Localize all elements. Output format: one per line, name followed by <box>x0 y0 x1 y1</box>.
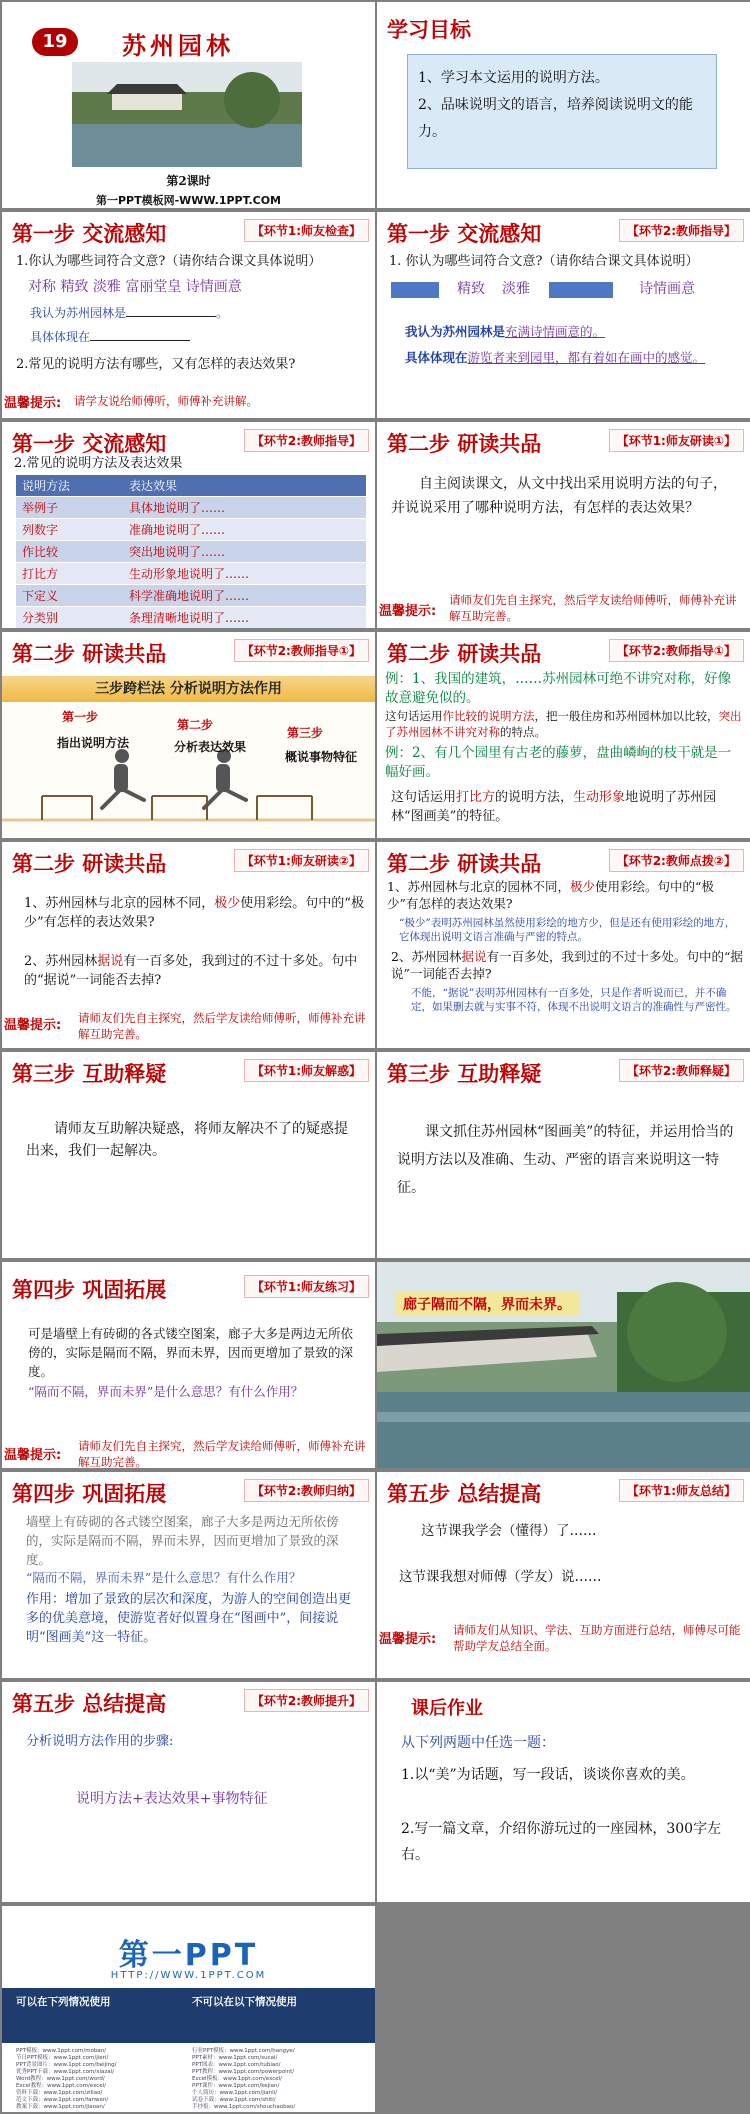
slide-step1-guide <box>377 212 750 418</box>
tip-label: 温馨提示: <box>379 1632 437 1647</box>
links-left <box>16 2048 186 2111</box>
slide-title: 第五步 总结提高 <box>387 1482 542 1506</box>
slide-footer: 第一PPT模板网-WWW.1PPT.COM <box>95 194 282 207</box>
slide-step5-peer <box>377 1472 750 1678</box>
word-options: 对称 精致 淡雅 富丽堂皇 诗情画意 <box>28 279 242 295</box>
text: 有一百多处，我到过的不过十多处。句中的“据说”一词能否去掉? <box>391 949 743 981</box>
text: 的说明方法， <box>495 790 574 805</box>
table-cell: 列数字 <box>16 519 123 541</box>
slide-goals <box>377 2 750 208</box>
section-badge: 【环节2:教师指导】 <box>244 429 369 452</box>
slide-homework <box>377 1682 750 1902</box>
section-badge: 【环节1:师友总结】 <box>619 1479 744 1502</box>
resource-link[interactable]: PPT素材：www.1ppt.com/sucai/ <box>192 2055 278 2061</box>
slide-step5-teacher <box>2 1682 375 1902</box>
tip-text: 请师友们先自主探究，然后学友读给师傅听，师傅补充讲解互助完善。 <box>449 593 737 623</box>
question-1: 1. 你认为哪些词符合文意?（请你结合课文具体说明） <box>389 254 699 269</box>
answer-line-1: 我认为苏州园林是 。 <box>30 306 229 320</box>
tip-text: 请师友们从知识、学法、互助方面进行总结，师傅尽可能帮助学友总结全面。 <box>453 1623 741 1653</box>
step-3-text: 概说事物特征 <box>285 750 358 764</box>
summary-line-1: 这节课我学会（懂得）了…… <box>421 1523 597 1539</box>
text: ，把一般住房和苏州园林加以比较， <box>534 709 719 723</box>
summary-line-2: 这节课我想对师傅（学友）说…… <box>399 1569 602 1585</box>
blank <box>90 340 190 341</box>
question-2 <box>391 948 743 982</box>
practice-question: “隔而不隔，界而未界”是什么意思？有什么作用？ <box>28 1384 304 1399</box>
keyword: 极少 <box>569 879 595 894</box>
slide-step1-methods <box>2 422 375 628</box>
resource-link[interactable]: 手抄报：www.1ppt.com/shouchaobao/ <box>192 2104 296 2110</box>
text: 1、苏州园林与北京的园林不同， <box>24 896 215 911</box>
hidden-word-block <box>391 282 439 298</box>
instruction-text: 自主阅读课文，从文中找出采用说明方法的句子，并说说采用了哪种说明方法，有怎样的表达效果？ <box>391 476 727 516</box>
lesson-number-badge: 19 <box>32 28 78 56</box>
goals-title: 学习目标 <box>387 18 471 42</box>
method-highlight: 作比较的说明方法 <box>442 709 535 723</box>
answer-text: 充满诗情画意的。 <box>505 324 606 339</box>
slide-title: 第二步 研读共品 <box>387 642 542 666</box>
step-2-label: 第二步 <box>177 718 214 732</box>
resource-link[interactable]: Excel教程：www.1ppt.com/excel/ <box>16 2083 107 2089</box>
lesson-title: 苏州园林 <box>122 32 234 60</box>
tip-label: 温馨提示: <box>4 1448 62 1463</box>
slide-credits <box>2 1906 375 2112</box>
section-badge: 【环节2:教师释疑】 <box>619 1059 744 1082</box>
text: 2、苏州园林 <box>391 949 462 964</box>
section-badge: 【环节1:师友研读②】 <box>234 849 369 872</box>
resource-link[interactable]: PPT图表：www.1ppt.com/tubiao/ <box>192 2062 281 2068</box>
slide-step2-hurdle <box>2 632 375 838</box>
step-1-label: 第一步 <box>62 710 99 724</box>
table-cell: 打比方 <box>16 563 123 585</box>
links-right <box>192 2048 367 2111</box>
answer-text: 游览者来到园里，都有着如在画中的感觉。 <box>467 350 706 365</box>
table-header: 说明方法 <box>16 475 123 497</box>
slide-step1-check <box>2 212 375 418</box>
tip-text: 请师友们先自主探究，然后学友读给师傅听，师傅补充讲解互助完善。 <box>78 1439 366 1468</box>
section-badge: 【环节1:师友解惑】 <box>244 1059 369 1082</box>
table-cell: 准确地说明了…… <box>123 519 366 541</box>
resource-link[interactable]: 资料下载：www.1ppt.com/ziliao/ <box>16 2090 103 2096</box>
resource-link[interactable]: 范文下载：www.1ppt.com/fanwen/ <box>16 2097 109 2103</box>
section-badge: 【环节2:教师指导①】 <box>234 639 369 662</box>
slide-title: 第三步 互助释疑 <box>12 1062 167 1086</box>
slide-title: 第一步 交流感知 <box>387 222 542 246</box>
logo-url: HTTP://WWW.1PPT.COM <box>110 1970 267 1981</box>
methods-table <box>16 475 366 628</box>
table-cell: 具体地说明了…… <box>123 497 366 519</box>
function-summary: 作用：增加了景致的层次和深度，为游人的空间创造出更多的优美意境，使游览者好似置身在“图画中”，间接说明“图画美”这一特征。 <box>26 1592 352 1645</box>
slide-title: 第四步 巩固拓展 <box>12 1278 167 1302</box>
garden-photo <box>72 62 302 167</box>
usage-allowed-heading: 可以在下列情况使用 <box>16 1996 111 2008</box>
keyword: 据说 <box>461 949 487 964</box>
slide-step4-practice <box>2 1262 375 1468</box>
section-badge: 【环节1:师友检查】 <box>244 219 369 242</box>
question-2: 2.常见的说明方法有哪些，又有怎样的表达效果? <box>16 357 296 372</box>
step-2-text: 分析表达效果 <box>174 740 247 754</box>
homework-item-2: 2.写一篇文章，介绍你游玩过的一座园林，300字左右。 <box>401 1821 722 1863</box>
table-caption: 2.常见的说明方法及表达效果 <box>14 456 183 471</box>
slide-title: 第一步 交流感知 <box>12 432 167 456</box>
question-1 <box>24 894 364 932</box>
usage-forbidden-heading: 不可以在以下情况使用 <box>192 1996 297 2008</box>
method-banner: 三步跨栏法 分析说明方法作用 <box>2 676 375 702</box>
resource-link[interactable]: Word教程：www.1ppt.com/word/ <box>16 2076 105 2082</box>
table-cell: 下定义 <box>16 585 123 607</box>
answer-1: “极少”表明苏州园林虽然使用彩绘的地方少，但是还有使用彩绘的地方，它体现出说明文语言准确与严密的特点。 <box>399 917 736 943</box>
answer-2: 不能，“据说”表明苏州园林有一百多处，只是作者听说而已，并不确定，如果删去就与实事不符，体现不出说明文语言的准确性与严密性。 <box>411 987 737 1013</box>
table-row <box>16 563 366 585</box>
section-badge: 【环节2:教师提升】 <box>244 1689 369 1712</box>
hidden-word-block <box>549 282 613 298</box>
question-overlay: “隔而不隔，界而未界”是什么意思？有什么作用？ <box>26 1570 302 1585</box>
example-1: 例：1、我国的建筑，……苏州园林可绝不讲究对称，好像故意避免似的。 <box>385 671 732 706</box>
slide-title <box>2 2 375 208</box>
section-badge: 【环节2:教师指导】 <box>619 219 744 242</box>
question-1 <box>387 878 743 912</box>
text: 地说明了苏州园林“图画美”的特征。 <box>391 790 717 824</box>
text: 这句话运用 <box>385 709 443 723</box>
slide-step2-examples <box>377 632 750 838</box>
slide-step2-tips <box>377 842 750 1048</box>
tip-label: 温馨提示: <box>4 1018 62 1033</box>
instruction-text: 请师友互助解决疑惑，将师友解决不了的疑惑提出来，我们一起解决。 <box>26 1121 348 1159</box>
table-row <box>16 519 366 541</box>
table-cell: 科学准确地说明了…… <box>123 585 366 607</box>
word-option: 诗情画意 <box>639 281 695 297</box>
resource-link[interactable]: 个人简历：www.1ppt.com/jianli/ <box>192 2090 278 2096</box>
slide-title: 第二步 研读共品 <box>387 432 542 456</box>
resource-link[interactable]: PPT课件：www.1ppt.com/kejian/ <box>192 2083 280 2089</box>
answer-prefix: 我认为苏州园林是 <box>405 324 506 339</box>
table-header: 表达效果 <box>123 475 366 497</box>
text: 使用彩绘。句中的“极少”有怎样的表达效果? <box>24 896 364 930</box>
resource-link[interactable]: 行业PPT模板：www.1ppt.com/hangye/ <box>192 2048 295 2054</box>
table-cell: 举例子 <box>16 497 123 519</box>
example-2-analysis <box>391 788 741 826</box>
slide-step2-read2 <box>2 842 375 1048</box>
slide-title: 第四步 巩固拓展 <box>12 1482 167 1506</box>
section-badge: 【环节2:教师指导①】 <box>609 639 744 662</box>
resource-link[interactable]: 试卷下载：www.1ppt.com/shiti/ <box>192 2097 276 2103</box>
table-row <box>16 497 366 519</box>
slide-title: 课后作业 <box>411 1698 483 1719</box>
goal-item: 2、品味说明文的语言，培养阅读说明文的能力。 <box>418 97 693 140</box>
text: 这句话运用 <box>391 790 457 805</box>
usage-panel <box>2 1988 375 2043</box>
slide-title: 第二步 研读共品 <box>12 642 167 666</box>
text: 1、苏州园林与北京的园林不同， <box>387 879 570 894</box>
resource-link[interactable]: 教案下载：www.1ppt.com/jiaoan/ <box>16 2104 105 2110</box>
resource-link[interactable]: 优秀PPT下载：www.1ppt.com/xiazai/ <box>16 2069 115 2075</box>
answer-prefix: 我认为苏州园林是 <box>30 306 127 320</box>
section-badge: 【环节2:教师归纳】 <box>244 1479 369 1502</box>
ppt-logo: 第一PPT <box>118 1938 259 1973</box>
slide-step4-summary <box>2 1472 375 1678</box>
resource-link[interactable]: PPT模板：www.1ppt.com/moban/ <box>16 2048 107 2054</box>
slide-title: 第一步 交流感知 <box>12 222 167 246</box>
goals-box <box>407 54 717 169</box>
table-cell: 作比较 <box>16 541 123 563</box>
resource-link[interactable]: PPT背景图片：www.1ppt.com/beijing/ <box>16 2062 117 2068</box>
resource-link[interactable]: Excel模板：www.1ppt.com/excel/ <box>192 2076 283 2082</box>
section-badge: 【环节1:师友研读①】 <box>609 429 744 452</box>
question-1: 1.你认为哪些词符合文意?（请你结合课文具体说明） <box>16 254 322 269</box>
table-row <box>16 541 366 563</box>
passage-overlay: 墙壁上有砖砌的各式镂空图案，廊子大多是两边无所依傍的，实际是隔而不隔，界而未界，因而更增加了景致的深度。 <box>26 1514 339 1567</box>
text: 使用彩绘。句中的“极少”有怎样的表达效果? <box>387 879 714 911</box>
tip-text: 请学友说给师傅听，师傅补充讲解。 <box>74 394 258 408</box>
slide-step2-read <box>377 422 750 628</box>
tip-text: 请师友们先自主探究，然后学友读给师傅听，师傅补充讲解互助完善。 <box>78 1011 366 1041</box>
resource-link[interactable]: PPT教程：www.1ppt.com/powerpoint/ <box>192 2069 295 2075</box>
answer-2 <box>405 348 725 367</box>
word-option: 精致 <box>457 281 485 297</box>
slide-title: 第二步 研读共品 <box>12 852 167 876</box>
answer-prefix: 具体体现在 <box>30 330 91 344</box>
slide-step3-teacher <box>377 1052 750 1258</box>
word-option: 淡雅 <box>502 281 530 297</box>
passage-text: 可是墙壁上有砖砌的各式镂空图案，廊子大多是两边无所依傍的，实际是隔而不隔，界而未界，因而更增加了景致的深度。 <box>28 1326 354 1379</box>
text: 的特点。 <box>500 725 546 739</box>
blank <box>126 316 216 317</box>
slide-photo <box>377 1262 750 1468</box>
steps-heading: 分析说明方法作用的步骤: <box>26 1734 174 1749</box>
table-cell: 生动形象地说明了…… <box>123 563 366 585</box>
text: 有一百多处，我到过的不过十多处。句中的“据说”一词能否去掉? <box>24 954 358 988</box>
table-header-row <box>16 475 366 497</box>
step-1-text: 指出说明方法 <box>57 736 130 750</box>
tip-label: 温馨提示: <box>379 604 437 619</box>
table-cell: 分类别 <box>16 607 123 629</box>
goal-item: 1、学习本文运用的说明方法。 <box>418 70 609 86</box>
answer-1 <box>405 322 605 341</box>
method-highlight: 打比方 <box>456 790 496 805</box>
step-3-label: 第三步 <box>287 726 324 740</box>
keyword: 据说 <box>97 954 124 969</box>
slide-title: 第三步 互助释疑 <box>387 1062 542 1086</box>
slide-title: 第二步 研读共品 <box>387 852 542 876</box>
answer-line-2 <box>30 328 190 347</box>
homework-item-1: 1.以“美”为话题，写一段话，谈谈你喜欢的美。 <box>401 1767 695 1783</box>
resource-link[interactable]: 节日PPT模板：www.1ppt.com/jieri/ <box>16 2055 109 2061</box>
table-cell: 突出地说明了…… <box>123 541 366 563</box>
answer-prefix: 具体体现在 <box>405 350 468 365</box>
table-cell: 条理清晰地说明了…… <box>123 607 366 629</box>
text: 2、苏州园林 <box>24 954 98 969</box>
tip-label: 温馨提示: <box>4 396 62 411</box>
explanation-text: 课文抓住苏州园林“图画美”的特征，并运用恰当的说明方法以及准确、生动、严密的语言来说明这一特征。 <box>397 1124 734 1196</box>
lesson-period: 第2课时 <box>166 174 211 188</box>
steps-formula: 说明方法+表达效果+事物特征 <box>76 1791 268 1807</box>
slide-step3-peer <box>2 1052 375 1258</box>
effect-highlight: 生动形象 <box>573 790 626 805</box>
slide-title: 第五步 总结提高 <box>12 1692 167 1716</box>
homework-intro: 从下列两题中任选一题： <box>401 1735 555 1751</box>
section-badge: 【环节2:教师点拨②】 <box>609 849 744 872</box>
photo-caption: 廊子隔而不隔，界而未界。 <box>395 1292 579 1316</box>
table-row <box>16 607 366 629</box>
section-badge: 【环节1:师友练习】 <box>244 1275 369 1298</box>
example-2: 例：2、有几个园里有古老的藤萝，盘曲嶙峋的枝干就是一幅好画。 <box>385 745 732 780</box>
effect-highlight: 突出了苏州园林不讲究对称 <box>385 709 742 739</box>
example-1-analysis <box>385 708 743 740</box>
table-row <box>16 585 366 607</box>
question-2 <box>24 952 364 990</box>
keyword: 极少 <box>214 896 241 911</box>
